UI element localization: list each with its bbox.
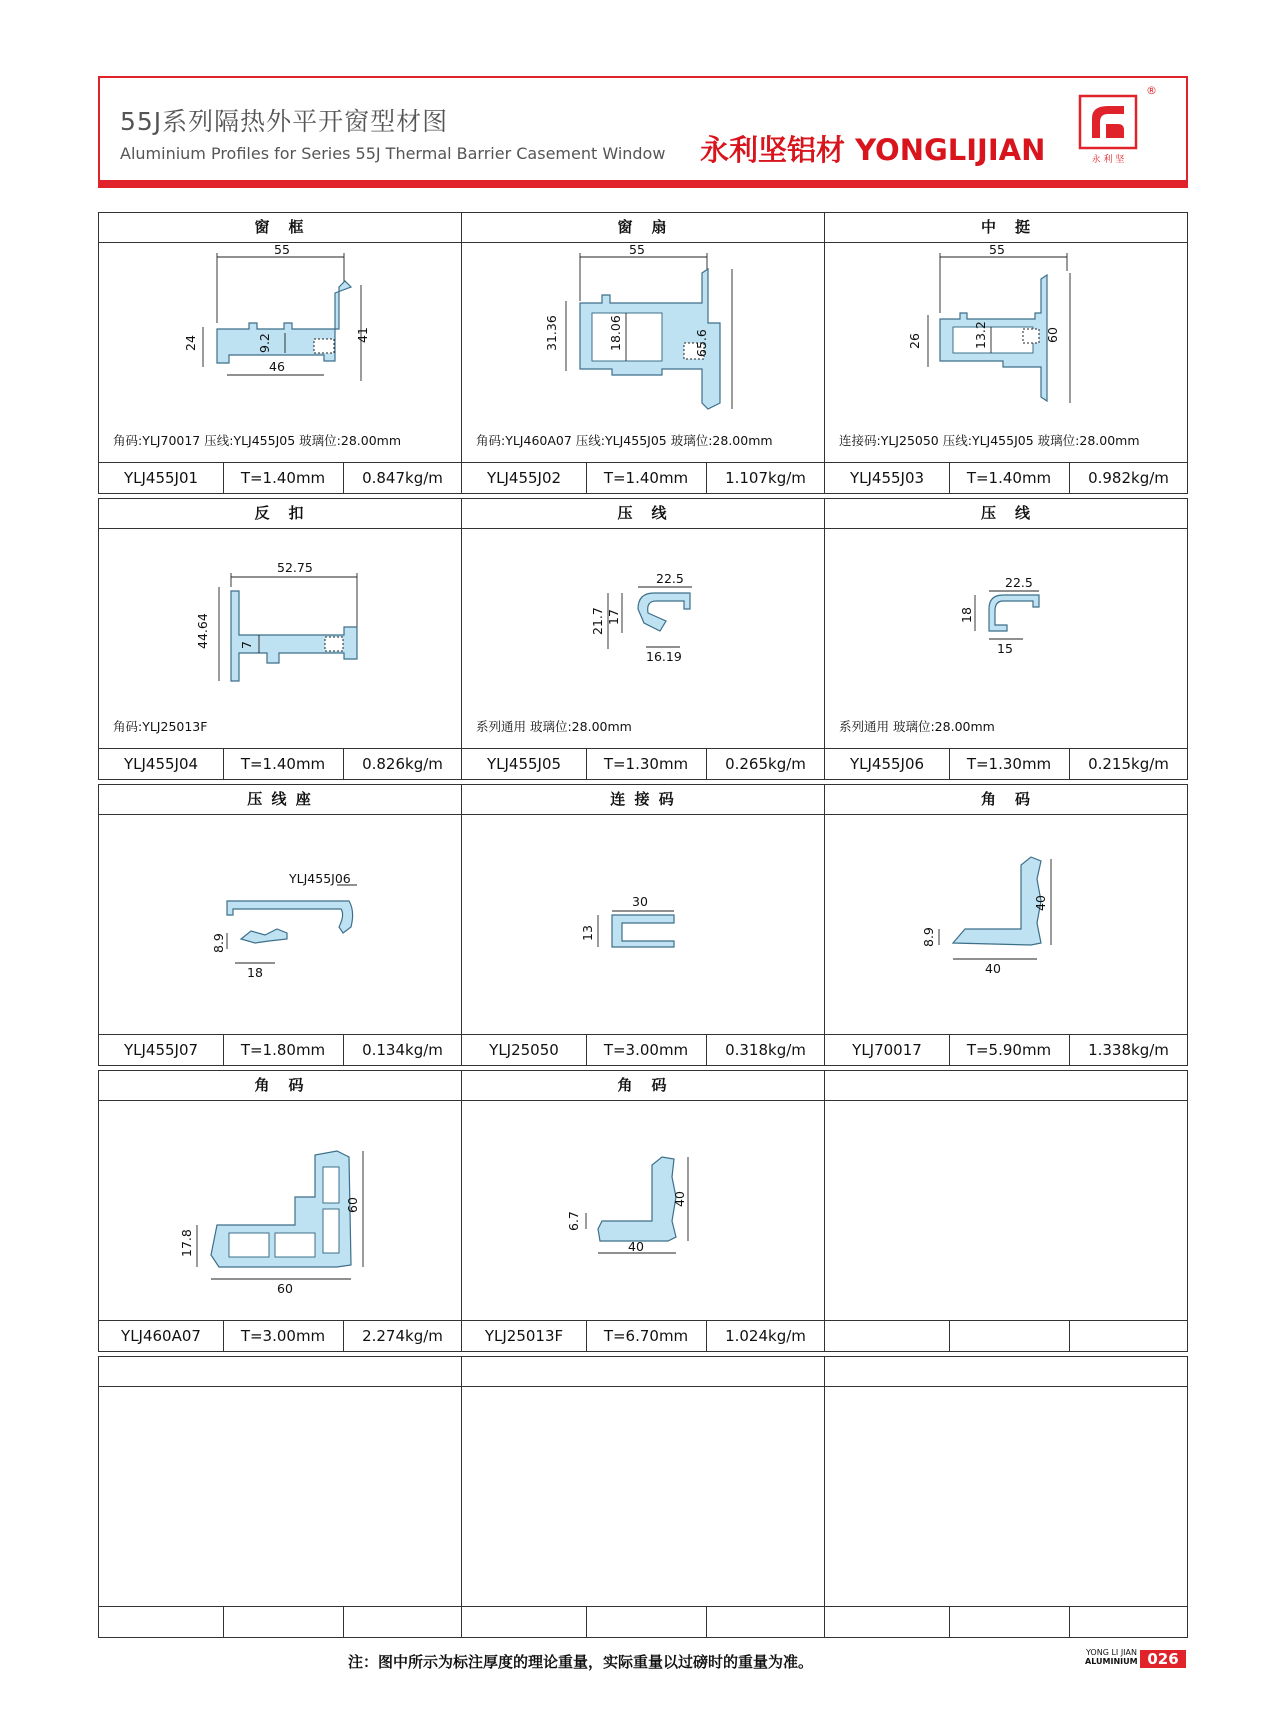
profile-thickness <box>949 1321 1070 1351</box>
profile-thickness <box>223 1607 344 1637</box>
profile-code <box>462 1607 587 1637</box>
dim-label: 18 <box>959 607 974 623</box>
profile-weight: 0.134kg/m <box>362 1041 443 1059</box>
dim-label: 40 <box>985 961 1001 976</box>
header-underline <box>98 182 1188 188</box>
profile-weight: 1.338kg/m <box>1088 1041 1169 1059</box>
profile-title: 窗 框 <box>99 213 461 243</box>
profile-note: 角码:YLJ460A07 压线:YLJ455J05 玻璃位:28.00mm <box>476 433 773 448</box>
dim-label: 17.8 <box>179 1229 194 1257</box>
brand-name: 永利坚铝材 YONGLIJIAN <box>700 133 1046 167</box>
profile-thickness: T=1.30mm <box>949 749 1070 779</box>
page-header <box>98 76 1188 182</box>
profile-drawing <box>99 1101 462 1301</box>
profile-weight <box>343 1607 462 1637</box>
profile-spec <box>462 1606 824 1637</box>
profile-note: 系列通用 玻璃位:28.00mm <box>839 719 995 734</box>
profile-row-3 <box>98 784 1188 1066</box>
page-brand <box>1085 1648 1137 1666</box>
dim-label: 24 <box>183 335 198 351</box>
profile-cell <box>462 1357 825 1637</box>
dim-label: 60 <box>345 1197 360 1213</box>
profile-spec <box>99 1320 461 1351</box>
profile-title <box>825 1357 1188 1387</box>
profile-cell <box>825 1357 1188 1637</box>
profile-cell <box>462 499 825 779</box>
profile-drawing <box>825 815 1188 1015</box>
dim-label: 44.64 <box>195 613 210 649</box>
profile-spec <box>825 748 1188 779</box>
page-brand-line: YONG LI JIAN <box>1085 1648 1137 1657</box>
profile-weight: 0.847kg/m <box>362 469 443 487</box>
profile-spec <box>462 462 824 493</box>
dim-label: 26 <box>907 333 922 349</box>
profile-spec <box>825 462 1188 493</box>
dim-label: 65.6 <box>694 329 709 357</box>
profile-note: 角码:YLJ70017 压线:YLJ455J05 玻璃位:28.00mm <box>113 433 402 448</box>
profile-thickness <box>949 1607 1070 1637</box>
dim-label: 6.7 <box>566 1211 581 1231</box>
dim-label: 40 <box>1033 895 1048 911</box>
page-number: 026 <box>1140 1650 1186 1668</box>
profile-thickness: T=1.40mm <box>586 463 707 493</box>
profile-title: 窗 扇 <box>462 213 824 243</box>
profile-row-1 <box>98 212 1188 494</box>
profile-cell <box>99 213 462 493</box>
profile-drawing <box>99 243 462 443</box>
profile-spec <box>99 1034 461 1065</box>
profile-code <box>99 1607 224 1637</box>
profile-note: 系列通用 玻璃位:28.00mm <box>476 719 632 734</box>
profile-drawing <box>462 529 825 729</box>
profile-weight: 0.318kg/m <box>725 1041 806 1059</box>
profile-thickness: T=5.90mm <box>949 1035 1070 1065</box>
profile-code: YLJ455J01 <box>99 463 224 493</box>
profile-title: 压 线 <box>462 499 824 529</box>
dim-label: 41 <box>355 327 370 343</box>
profile-weight: 0.826kg/m <box>362 755 443 773</box>
profile-title <box>99 1357 461 1387</box>
profile-thickness: T=3.00mm <box>223 1321 344 1351</box>
dim-label: 8.9 <box>921 927 936 947</box>
profile-note: 角码:YLJ25013F <box>113 719 208 734</box>
profile-code: YLJ455J07 <box>99 1035 224 1065</box>
profile-weight: 0.215kg/m <box>1088 755 1169 773</box>
profile-cell <box>99 1357 462 1637</box>
dim-label: 8.9 <box>211 933 226 953</box>
profile-code: YLJ70017 <box>825 1035 950 1065</box>
dim-label: 22.5 <box>656 571 684 586</box>
profile-code: YLJ455J06 <box>825 749 950 779</box>
dim-label: 16.19 <box>646 649 682 664</box>
profile-row-5 <box>98 1356 1188 1638</box>
profile-thickness: T=6.70mm <box>586 1321 707 1351</box>
footer-note: 注：图中所示为标注厚度的理论重量，实际重量以过磅时的重量为准。 <box>348 1653 814 1671</box>
profile-thickness: T=1.80mm <box>223 1035 344 1065</box>
profile-thickness: T=3.00mm <box>586 1035 707 1065</box>
profile-title: 连 接 码 <box>462 785 824 815</box>
dim-label: 40 <box>628 1239 644 1254</box>
dim-label: 52.75 <box>277 560 313 575</box>
profile-row-2 <box>98 498 1188 780</box>
dim-label: 55 <box>989 243 1005 257</box>
profile-title: 压 线 座 <box>99 785 461 815</box>
profile-spec <box>462 1320 824 1351</box>
profile-cell <box>462 785 825 1065</box>
dim-label: 15 <box>997 641 1013 656</box>
profile-spec <box>462 1034 824 1065</box>
dim-label: 13.2 <box>973 321 988 349</box>
profile-thickness: T=1.40mm <box>223 463 344 493</box>
dim-label: 55 <box>274 243 290 257</box>
profile-code: YLJ25050 <box>462 1035 587 1065</box>
profile-cell <box>825 785 1188 1065</box>
profile-spec <box>825 1034 1188 1065</box>
profile-spec <box>99 1606 461 1637</box>
profile-code: YLJ460A07 <box>99 1321 224 1351</box>
dim-label: 17 <box>606 609 621 625</box>
profile-code: YLJ25013F <box>462 1321 587 1351</box>
profile-title: 角 码 <box>99 1071 461 1101</box>
profile-code <box>825 1607 950 1637</box>
profile-drawing <box>462 815 825 1015</box>
profile-code: YLJ455J04 <box>99 749 224 779</box>
dim-label: 55 <box>629 243 645 257</box>
profile-weight: 0.265kg/m <box>725 755 806 773</box>
profile-thickness: T=1.40mm <box>223 749 344 779</box>
profile-thickness: T=1.30mm <box>586 749 707 779</box>
dim-label: 60 <box>277 1281 293 1296</box>
profile-cell <box>99 499 462 779</box>
profile-drawing <box>462 1101 825 1301</box>
profile-cell <box>462 213 825 493</box>
dim-label: 18.06 <box>608 315 623 351</box>
profile-spec <box>825 1320 1188 1351</box>
profile-note: 连接码:YLJ25050 压线:YLJ455J05 玻璃位:28.00mm <box>839 433 1140 448</box>
profile-spec <box>825 1606 1188 1637</box>
profile-weight <box>1069 1321 1188 1351</box>
registered-mark: ® <box>1146 84 1157 97</box>
profile-title <box>825 1071 1188 1101</box>
profile-code <box>825 1321 950 1351</box>
profile-title: 压 线 <box>825 499 1188 529</box>
profile-cell <box>99 1071 462 1351</box>
profile-cell <box>99 785 462 1065</box>
logo-text: 永 利 坚 <box>1091 155 1125 165</box>
dim-label: 22.5 <box>1005 575 1033 590</box>
dim-label: 18 <box>247 965 263 980</box>
dim-label: 13 <box>580 925 595 941</box>
dim-label: 46 <box>269 359 285 374</box>
profile-weight: 0.982kg/m <box>1088 469 1169 487</box>
brand-logo-icon <box>1078 94 1138 166</box>
profile-cell <box>825 1071 1188 1351</box>
profile-row-4 <box>98 1070 1188 1352</box>
profile-title: 角 码 <box>825 785 1188 815</box>
page-title: 55J系列隔热外平开窗型材图 <box>120 107 449 136</box>
profile-thickness <box>586 1607 707 1637</box>
profile-spec <box>99 462 461 493</box>
dim-label: 31.36 <box>544 315 559 351</box>
profile-code: YLJ455J05 <box>462 749 587 779</box>
page-brand-line: ALUMINIUM <box>1085 1657 1138 1666</box>
profile-drawing <box>825 243 1188 443</box>
profile-title: 角 码 <box>462 1071 824 1101</box>
profile-weight: 2.274kg/m <box>362 1327 443 1345</box>
page-subtitle: Aluminium Profiles for Series 55J Thermal Barrier Casement Window <box>120 144 666 163</box>
profile-title: 反 扣 <box>99 499 461 529</box>
dim-label: 7 <box>239 641 254 649</box>
profile-weight: 1.107kg/m <box>725 469 806 487</box>
dim-label: 9.2 <box>257 333 272 353</box>
dim-label: 60 <box>1045 327 1060 343</box>
profile-drawing <box>99 815 462 1015</box>
dim-label: YLJ455J06 <box>289 871 351 886</box>
profile-spec <box>99 748 461 779</box>
profile-title: 中 挺 <box>825 213 1188 243</box>
profile-title <box>462 1357 824 1387</box>
profile-cell <box>462 1071 825 1351</box>
dim-label: 40 <box>672 1191 687 1207</box>
profile-drawing <box>825 529 1188 729</box>
profile-weight <box>706 1607 825 1637</box>
profile-drawing <box>99 529 462 729</box>
profile-code: YLJ455J03 <box>825 463 950 493</box>
profile-cell <box>825 499 1188 779</box>
profile-weight: 1.024kg/m <box>725 1327 806 1345</box>
profile-thickness: T=1.40mm <box>949 463 1070 493</box>
profile-spec <box>462 748 824 779</box>
dim-label: 21.7 <box>590 607 605 635</box>
profile-drawing <box>462 243 825 443</box>
profile-cell <box>825 213 1188 493</box>
profile-code: YLJ455J02 <box>462 463 587 493</box>
dim-label: 30 <box>632 894 648 909</box>
profile-weight <box>1069 1607 1188 1637</box>
